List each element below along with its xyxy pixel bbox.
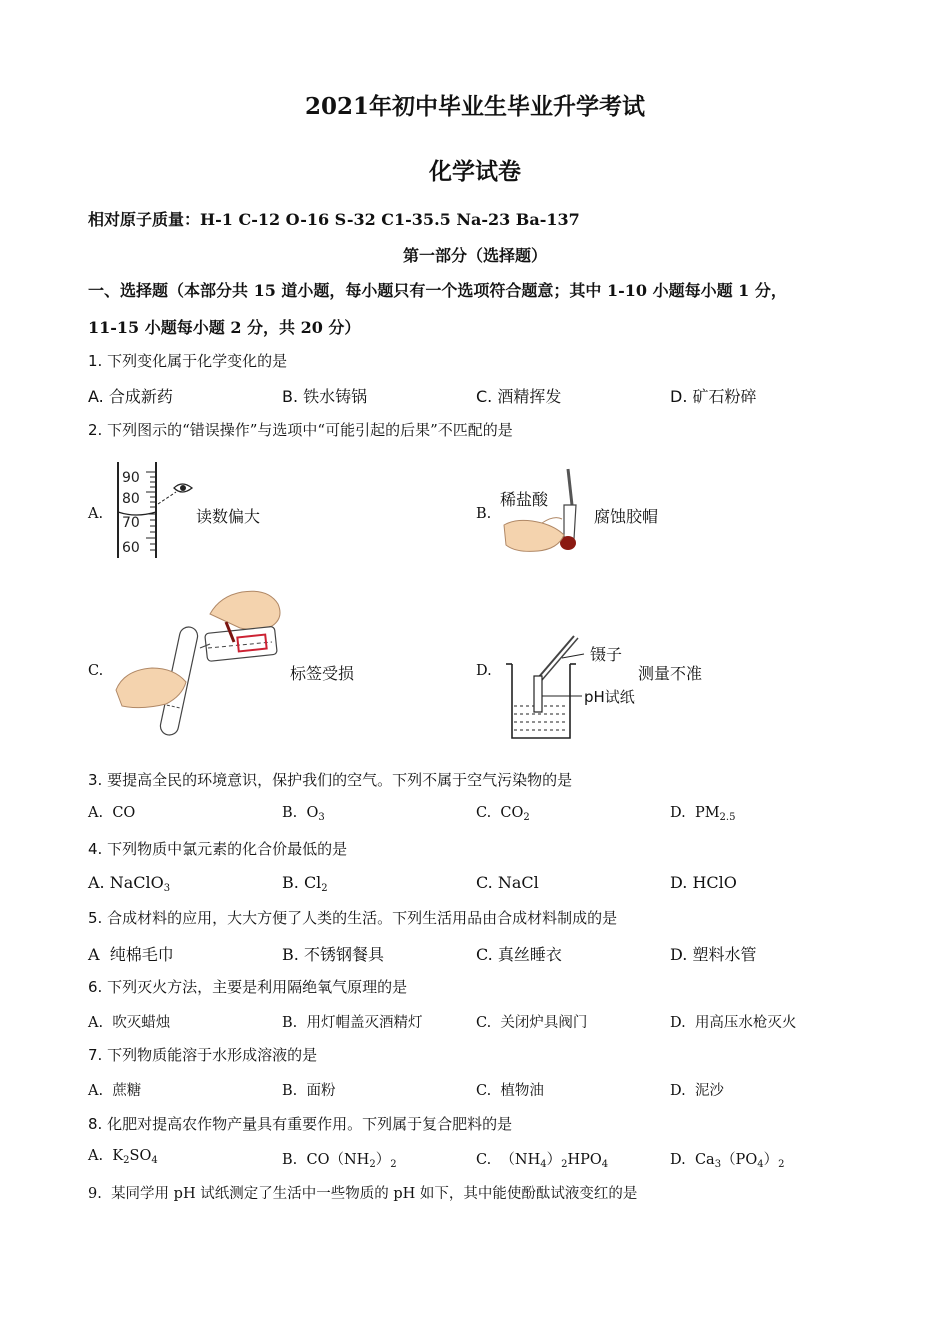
question-5	[88, 907, 617, 928]
question-2	[88, 419, 513, 440]
option-text: 吹灭蜡烛	[112, 1015, 171, 1031]
option-letter: A.	[88, 805, 104, 821]
subscript: 2.5	[719, 812, 736, 823]
subscript: 2	[561, 1159, 568, 1170]
formula-part: （PO	[721, 1152, 758, 1168]
question-stem: 化肥对提高农作物产量具有重要作用。下列属于复合肥料的是	[107, 1115, 513, 1133]
formula-part: SO	[129, 1148, 152, 1164]
q7-option-d[interactable]	[670, 1079, 724, 1100]
option-letter: D.	[670, 945, 688, 964]
question-stem: 下列图示的“错误操作”与选项中“可能引起的后果”不匹配的是	[107, 421, 513, 439]
option-text: 用高压水枪灭火	[694, 1015, 797, 1031]
question-number: 5.	[88, 909, 103, 927]
atomic-mass-line: 相对原子质量：H-1 C-12 O-16 S-32 C1-35.5 Na-23 Ba-137	[88, 210, 580, 229]
option-text: 蔗糖	[112, 1083, 142, 1099]
q4-option-d[interactable]	[670, 873, 737, 892]
dropper-label: 稀盐酸	[500, 490, 549, 509]
option-text: NaClO	[109, 873, 164, 892]
option-text: 铁水铸锅	[303, 387, 368, 406]
question-4	[88, 838, 347, 859]
question-number: 2.	[88, 421, 103, 439]
option-letter: D.	[670, 805, 686, 821]
pouring-liquid-figure	[112, 586, 292, 744]
q3-option-a[interactable]	[88, 805, 135, 821]
option-text: CO	[112, 805, 136, 821]
option-letter: A.	[88, 873, 105, 892]
option-text: 真丝睡衣	[497, 945, 562, 964]
subscript: 2	[123, 1155, 130, 1166]
option-letter: A.	[88, 1083, 104, 1099]
option-letter: A	[88, 945, 100, 964]
option-text: 用灯帽盖灭酒精灯	[306, 1015, 423, 1031]
question-number: 9.	[88, 1186, 102, 1202]
section-instructions-line1: 一、选择题（本部分共 15 道小题，每小题只有一个选项符合题意；其中 1-10 小题每小题 1 分，	[88, 281, 787, 300]
exam-title: 2021年初中毕业生毕业升学考试	[304, 93, 645, 120]
q2-option-c-letter[interactable]: C.	[88, 663, 104, 679]
dropper-hand-figure	[498, 465, 590, 560]
option-text: NaCl	[497, 873, 539, 892]
option-letter: B.	[282, 1152, 298, 1168]
option-text: 纯棉毛巾	[109, 945, 174, 964]
subscript: 2	[369, 1159, 376, 1170]
option-text: 面粉	[306, 1083, 336, 1099]
option-text: 矿石粉碎	[692, 387, 757, 406]
subscript: 4	[757, 1159, 764, 1170]
option-letter: C.	[476, 805, 492, 821]
q2-option-b-text: 腐蚀胶帽	[594, 507, 659, 526]
question-number: 6.	[88, 978, 103, 996]
question-7	[88, 1044, 317, 1065]
option-letter: D.	[670, 387, 688, 406]
q3-option-b[interactable]	[282, 805, 325, 823]
q2-option-a-letter[interactable]: A.	[88, 506, 104, 522]
option-text: 不锈钢餐具	[303, 945, 384, 964]
question-3	[88, 769, 572, 790]
option-letter: B.	[282, 1015, 298, 1031]
option-letter: B.	[282, 945, 299, 964]
option-text: CO	[500, 805, 524, 821]
part-title: 第一部分（选择题）	[402, 246, 547, 265]
section-instructions-line2: 11-15 小题每小题 2 分，共 20 分）	[88, 318, 361, 337]
subscript: 4	[151, 1155, 158, 1166]
q5-option-b[interactable]	[282, 942, 384, 965]
option-text: O	[306, 805, 319, 821]
option-letter: D.	[670, 1152, 686, 1168]
graduated-cylinder-figure	[106, 458, 196, 562]
question-stem: 某同学用 pH 试纸测定了生活中一些物质的 pH 如下，其中能使酚酞试液变红的是	[111, 1186, 638, 1202]
q5-option-c[interactable]	[476, 942, 562, 965]
q6-option-d[interactable]	[670, 1011, 796, 1032]
question-6	[88, 976, 407, 997]
question-stem: 合成材料的应用，大大方便了人类的生活。下列生活用品由合成材料制成的是	[107, 909, 618, 927]
q6-option-a[interactable]	[88, 1011, 170, 1032]
option-text: Cl	[303, 873, 322, 892]
question-number: 3.	[88, 771, 103, 789]
option-letter: B.	[282, 805, 298, 821]
q2-option-d-text: 测量不准	[638, 664, 703, 683]
option-letter: B.	[282, 387, 299, 406]
option-letter: A.	[88, 1148, 104, 1164]
option-text: PM	[694, 805, 720, 821]
q4-option-a[interactable]	[88, 873, 170, 894]
option-letter: C.	[476, 1083, 492, 1099]
option-letter: B.	[282, 873, 299, 892]
option-letter: D.	[670, 1015, 686, 1031]
option-text: HClO	[692, 873, 737, 892]
option-text: 泥沙	[694, 1083, 724, 1099]
option-letter: C.	[476, 873, 493, 892]
subscript: 3	[318, 812, 325, 823]
q8-option-b[interactable]	[282, 1148, 397, 1170]
q7-option-b[interactable]	[282, 1079, 335, 1100]
question-9	[88, 1182, 637, 1203]
tweezers-label: 镊子	[590, 645, 623, 664]
q1-option-a[interactable]	[88, 384, 173, 407]
q8-option-d[interactable]	[670, 1148, 784, 1170]
question-stem: 下列物质中氯元素的化合价最低的是	[107, 840, 348, 858]
formula-part: ）	[763, 1152, 779, 1168]
question-stem: 要提高全民的环境意识，保护我们的空气。下列不属于空气污染物的是	[107, 771, 573, 789]
q5-option-a[interactable]	[88, 942, 174, 965]
q1-option-d[interactable]	[670, 384, 757, 407]
scale-label: 80	[122, 491, 140, 507]
option-letter: B.	[282, 1083, 298, 1099]
q2-option-c-text: 标签受损	[290, 664, 355, 683]
q2-option-d-letter[interactable]: D.	[476, 663, 492, 679]
option-text: 酒精挥发	[497, 387, 562, 406]
ph-test-figure	[498, 632, 638, 744]
q2-option-a-text: 读数偏大	[196, 507, 261, 526]
question-number: 7.	[88, 1046, 103, 1064]
subscript: 2	[390, 1159, 397, 1170]
q1-option-b[interactable]	[282, 384, 367, 407]
formula-part: ）	[375, 1152, 391, 1168]
q6-option-b[interactable]	[282, 1011, 422, 1032]
subscript: 2	[321, 883, 328, 894]
scale-label: 60	[122, 540, 140, 556]
question-number: 1.	[88, 352, 103, 370]
question-number: 4.	[88, 840, 103, 858]
option-letter: D.	[670, 1083, 686, 1099]
option-letter: C.	[476, 1152, 492, 1168]
formula-part: K	[112, 1148, 124, 1164]
option-letter: D.	[670, 873, 688, 892]
q1-option-c[interactable]	[476, 384, 561, 407]
question-number: 8.	[88, 1115, 103, 1133]
q2-option-b-letter[interactable]: B.	[476, 506, 492, 522]
option-text: 植物油	[500, 1083, 544, 1099]
q4-option-c[interactable]	[476, 873, 539, 892]
scale-label: 90	[122, 470, 140, 486]
subscript: 3	[714, 1159, 722, 1170]
option-letter: C.	[476, 1015, 492, 1031]
option-text: 关闭炉具阀门	[500, 1015, 588, 1031]
option-text: 合成新药	[108, 387, 173, 406]
option-text: 塑料水管	[692, 945, 757, 964]
q7-option-c[interactable]	[476, 1079, 544, 1100]
option-letter: C.	[476, 945, 493, 964]
formula-part: CO（NH	[306, 1152, 370, 1168]
q5-option-d[interactable]	[670, 942, 756, 965]
formula-part: Ca	[694, 1152, 715, 1168]
question-1	[88, 350, 287, 371]
q7-option-a[interactable]	[88, 1079, 141, 1100]
q4-option-b[interactable]	[282, 873, 328, 894]
ph-paper-label: pH试纸	[584, 688, 635, 706]
q8-option-a[interactable]	[88, 1148, 158, 1166]
formula-part: （NH	[500, 1152, 541, 1168]
subscript: 4	[540, 1159, 547, 1170]
question-stem: 下列变化属于化学变化的是	[107, 352, 288, 370]
subscript: 3	[163, 883, 171, 894]
subscript: 2	[778, 1159, 785, 1170]
exam-subtitle: 化学试卷	[429, 158, 521, 185]
option-letter: C.	[476, 387, 493, 406]
q6-option-c[interactable]	[476, 1011, 587, 1032]
q8-option-c[interactable]	[476, 1148, 608, 1170]
scale-label: 70	[122, 515, 140, 531]
question-8	[88, 1113, 512, 1134]
subscript: 4	[601, 1159, 609, 1170]
option-letter: A.	[88, 1015, 104, 1031]
formula-part: HPO	[567, 1152, 602, 1168]
q3-option-c[interactable]	[476, 805, 530, 823]
option-letter: A.	[88, 387, 104, 406]
subscript: 2	[523, 812, 530, 823]
q3-option-d[interactable]	[670, 805, 735, 823]
question-stem: 下列灭火方法，主要是利用隔绝氧气原理的是	[107, 978, 408, 996]
question-stem: 下列物质能溶于水形成溶液的是	[107, 1046, 318, 1064]
formula-part: ）	[546, 1152, 562, 1168]
